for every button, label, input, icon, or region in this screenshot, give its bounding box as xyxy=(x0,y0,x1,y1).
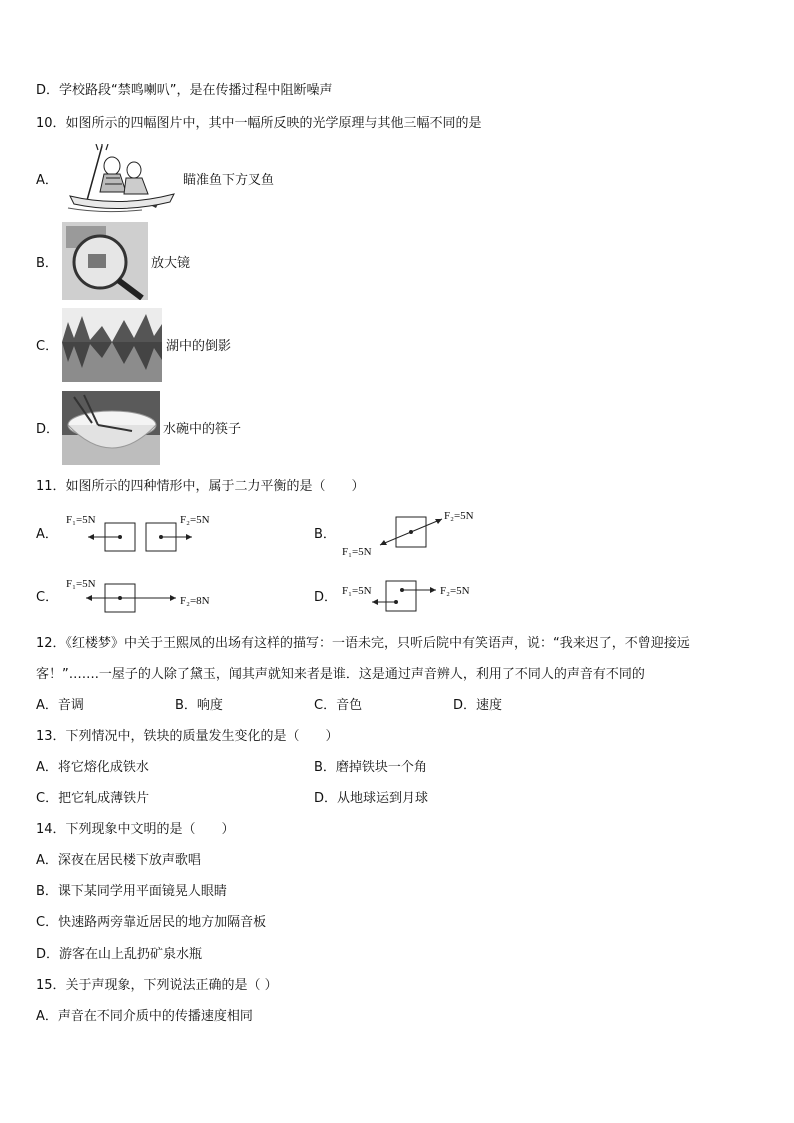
q14-stem: 14．下列现象中文明的是（ ） xyxy=(36,822,235,837)
q11-d-f1-label: F₁=5N xyxy=(342,585,372,597)
q11-option-a-label: A． xyxy=(36,527,58,542)
q11-diagram-a xyxy=(60,508,230,558)
q11-diagram-c xyxy=(60,574,230,614)
q12-option-c: C．音色 xyxy=(314,698,363,713)
q11-c-arrow-right xyxy=(170,595,176,601)
q11-d-f2-label: F₂=5N xyxy=(440,585,470,597)
q10-option-d-caption: 水碗中的筷子 xyxy=(163,422,242,437)
fishing-spear-illustration xyxy=(62,144,180,214)
q15-option-a: A．声音在不同介质中的传播速度相同 xyxy=(36,1009,253,1024)
q9-option-d: D．学校路段“禁鸣喇叭”，是在传播过程中阻断噪声 xyxy=(36,83,333,98)
q11-stem: 11．如图所示的四种情形中，属于二力平衡的是（ ） xyxy=(36,479,365,494)
q10-option-b-caption: 放大镜 xyxy=(151,256,191,271)
q11-option-b-label: B． xyxy=(314,527,336,542)
q11-c-f2-label: F₂=8N xyxy=(180,595,210,607)
q11-a-f2-label: F₂=5N xyxy=(180,514,210,526)
q13-option-b: B．磨掉铁块一个角 xyxy=(314,760,427,775)
q11-a-f1-label: F₁=5N xyxy=(66,514,96,526)
q14-option-a: A．深夜在居民楼下放声歌唱 xyxy=(36,853,201,868)
q15-stem: 15．关于声现象，下列说法正确的是（ ） xyxy=(36,978,278,993)
q13-stem: 13．下列情况中，铁块的质量发生变化的是（ ） xyxy=(36,729,339,744)
bowl-chopsticks-photo xyxy=(62,391,160,465)
q14-option-d: D．游客在山上乱扔矿泉水瓶 xyxy=(36,947,203,962)
q11-a-arrow-right xyxy=(186,534,192,540)
q14-option-b: B．课下某同学用平面镜晃人眼睛 xyxy=(36,884,227,899)
q10-option-a-caption: 瞄准鱼下方叉鱼 xyxy=(183,173,275,188)
q14-option-c: C．快速路两旁靠近居民的地方加隔音板 xyxy=(36,915,267,930)
q13-option-c: C．把它轧成薄铁片 xyxy=(36,791,150,806)
q11-c-arrow-left xyxy=(86,595,92,601)
q11-diagram-b xyxy=(336,503,496,563)
q13-option-a: A．将它熔化成铁水 xyxy=(36,760,149,775)
q12-stem-line1: 12．《红楼梦》中关于王熙凤的出场有这样的描写：一语未完，只听后院中有笑语声，说：“我来迟了，不曾迎接远 xyxy=(36,636,690,651)
q10-option-c-caption: 湖中的倒影 xyxy=(166,339,232,354)
q11-b-f2-label: F₂=5N xyxy=(444,510,474,522)
q10-option-d-label: D． xyxy=(36,422,60,437)
q11-b-f1-label: F₁=5N xyxy=(342,546,372,558)
q12-option-a: A．音调 xyxy=(36,698,84,713)
q12-option-b: B．响度 xyxy=(175,698,223,713)
q11-option-d-label: D． xyxy=(314,590,338,605)
q12-stem-line2: 客！”…….一屋子的人除了黛玉，闻其声就知来者是谁．这是通过声音辨人，利用了不同人的声音有不同的 xyxy=(36,667,645,682)
q10-option-b-label: B． xyxy=(36,256,58,271)
q13-option-d: D．从地球运到月球 xyxy=(314,791,429,806)
q12-option-d: D．速度 xyxy=(453,698,503,713)
q11-d-arrow-right xyxy=(430,587,436,593)
q10-option-a-label: A． xyxy=(36,173,58,188)
q10-stem: 10．如图所示的四幅图片中，其中一幅所反映的光学原理与其他三幅不同的是 xyxy=(36,116,482,131)
q10-option-c-label: C． xyxy=(36,339,59,354)
q11-a-arrow-left xyxy=(88,534,94,540)
lake-reflection-photo xyxy=(62,308,162,382)
q11-d-arrow-left xyxy=(372,599,378,605)
q11-option-c-label: C． xyxy=(36,590,59,605)
q11-c-f1-label: F₁=5N xyxy=(66,578,96,590)
q11-diagram-d xyxy=(336,576,496,616)
magnifier-photo xyxy=(62,222,148,300)
